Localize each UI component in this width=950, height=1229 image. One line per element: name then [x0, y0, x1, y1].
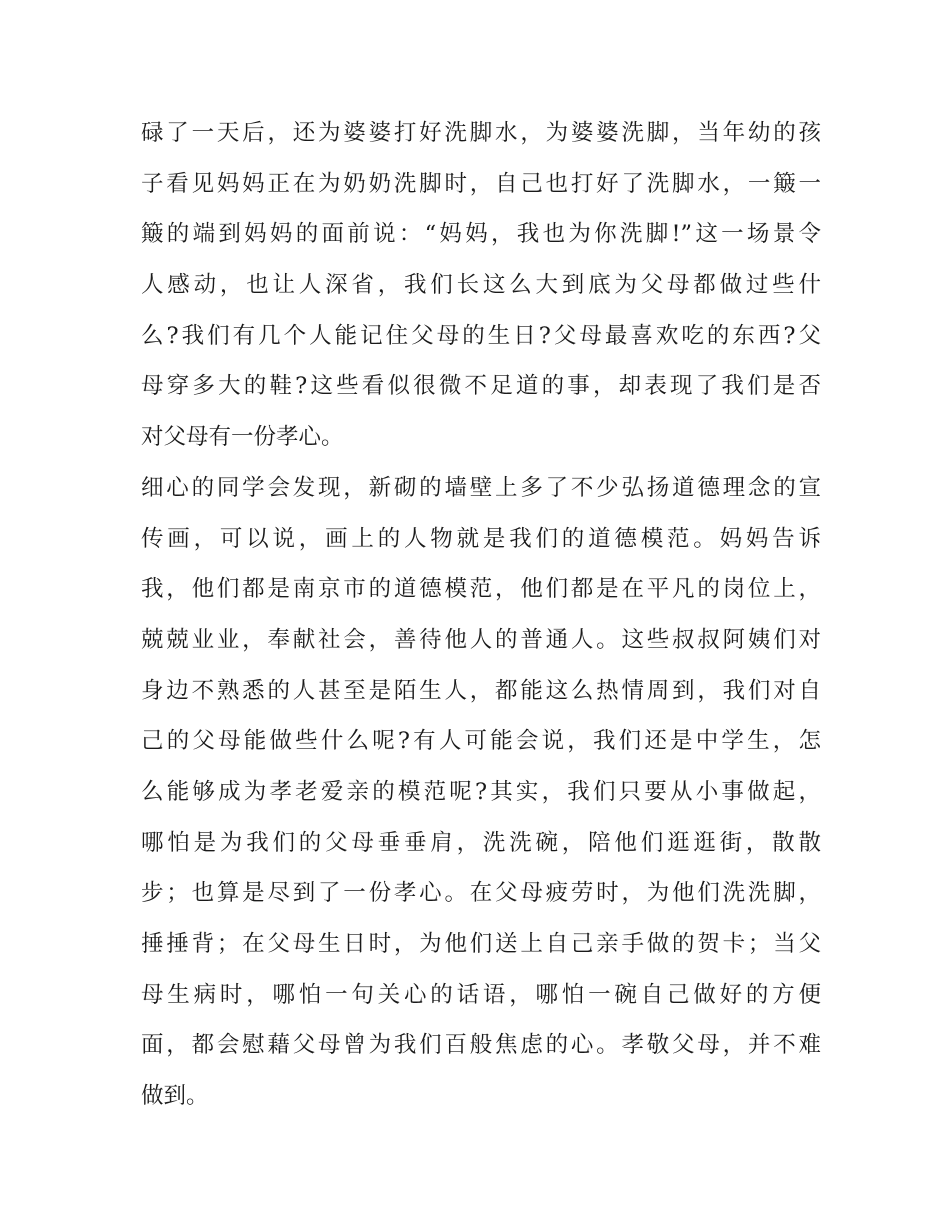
text-line: 哪怕是为我们的父母垂垂肩，洗洗碗，陪他们逛逛街，散散: [141, 829, 821, 856]
text-line: 做到。: [141, 1083, 209, 1110]
text-line: 么?我们有几个人能记住父母的生日?父母最喜欢吃的东西?父: [141, 322, 821, 349]
text-line: 面，都会慰藉父母曾为我们百般焦虑的心。孝敬父母，并不难: [141, 1032, 821, 1059]
text-line: 身边不熟悉的人甚至是陌生人，都能这么热情周到，我们对自: [141, 677, 821, 704]
text-line: 我，他们都是南京市的道德模范，他们都是在平凡的岗位上，: [141, 576, 821, 603]
text-line: 人感动，也让人深省，我们长这么大到底为父母都做过些什: [141, 272, 821, 299]
text-line: 己的父母能做些什么呢?有人可能会说，我们还是中学生，怎: [141, 728, 821, 755]
text-line: 么能够成为孝老爱亲的模范呢?其实，我们只要从小事做起，: [141, 778, 821, 805]
text-line: 捶捶背；在父母生日时，为他们送上自己亲手做的贺卡；当父: [141, 931, 821, 957]
text-line: 子看见妈妈正在为奶奶洗脚时，自己也打好了洗脚水，一簸一: [141, 170, 821, 197]
text-line: 簸的端到妈妈的面前说：“妈妈，我也为你洗脚!”这一场景令: [141, 221, 821, 248]
text-line: 兢兢业业，奉献社会，善待他人的普通人。这些叔叔阿姨们对: [141, 626, 821, 653]
text-line: 对父母有一份孝心。: [141, 424, 344, 451]
text-line: 碌了一天后，还为婆婆打好洗脚水，为婆婆洗脚，当年幼的孩: [141, 120, 821, 146]
text-line: 母生病时，哪怕一句关心的话语，哪怕一碗自己做好的方便: [141, 981, 821, 1008]
body-text: [141, 108, 821, 1122]
text-line: 母穿多大的鞋?这些看似很微不足道的事，却表现了我们是否: [141, 373, 821, 400]
text-line: 传画，可以说，画上的人物就是我们的道德模范。妈妈告诉: [141, 525, 821, 552]
text-line: 细心的同学会发现，新砌的墙壁上多了不少弘扬道德理念的宣: [141, 474, 821, 501]
text-line: 步；也算是尽到了一份孝心。在父母疲劳时，为他们洗洗脚，: [141, 880, 821, 907]
